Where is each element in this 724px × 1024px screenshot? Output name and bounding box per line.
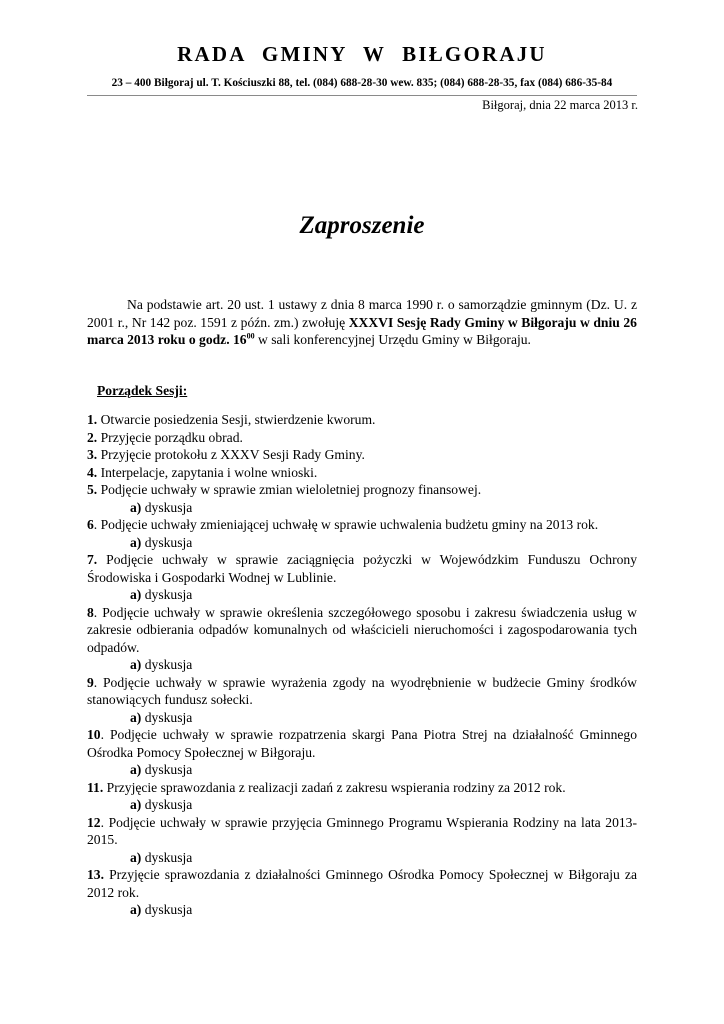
agenda-item-number: 11.: [87, 779, 104, 795]
sub-item-text: dyskusja: [141, 657, 193, 672]
sub-item-letter: a): [130, 499, 142, 515]
agenda-sub-item: [87, 901, 637, 919]
agenda-item-number: 3.: [87, 447, 98, 462]
agenda-sub-item: [87, 656, 637, 674]
agenda-item-text: Interpelacje, zapytania i wolne wnioski.: [97, 464, 318, 480]
agenda-item-text: . Podjęcie uchwały w sprawie wyrażenia zgody na wyodrębnienie w budżecie Gminy środków stanowiących fundusz sołecki.: [87, 674, 637, 707]
sub-item-text: dyskusja: [141, 849, 193, 865]
agenda-item: [87, 604, 637, 674]
agenda-item: [87, 411, 637, 429]
agenda-item: [87, 814, 637, 867]
agenda-item-number: 8: [87, 604, 94, 620]
agenda-item-number: 13.: [87, 867, 104, 882]
header-divider: [87, 95, 637, 96]
agenda-item-text: . Podjęcie uchwały zmieniającej uchwałę w sprawie uchwalenia budżetu gminy na 2013 rok.: [93, 517, 599, 532]
agenda-item: [87, 464, 637, 482]
sub-item-letter: a): [130, 709, 142, 725]
agenda-item: [87, 481, 637, 516]
agenda-item-number: 12: [87, 814, 101, 830]
agenda-sub-item: [87, 586, 637, 604]
sub-item-letter: a): [130, 657, 142, 672]
sub-item-letter: a): [130, 849, 142, 865]
document-date: Biłgoraj, dnia 22 marca 2013 r.: [482, 98, 638, 112]
agenda-heading: Porządek Sesji:: [97, 383, 188, 398]
sub-item-letter: a): [130, 587, 142, 602]
agenda-item: [87, 551, 637, 604]
agenda-item: [87, 866, 637, 919]
sub-item-letter: a): [130, 534, 142, 550]
agenda-sub-item: [87, 796, 637, 814]
intro-session-text: XXXVI Sesję Rady Gminy w Biłgoraju w dniu 26 marca 2013 roku o godz. 16: [87, 314, 637, 347]
agenda-item-text: Przyjęcie sprawozdania z działalności Gminnego Ośrodka Pomocy Społecznej w Biłgoraju za 2012 rok.: [87, 867, 637, 900]
agenda-item-number: 9: [87, 674, 94, 690]
organization-address: 23 – 400 Biłgoraj ul. T. Kościuszki 88, tel. (084) 688-28-30 wew. 835; (084) 688-28-35, fax (084) 686-35-84: [111, 77, 613, 89]
agenda-item: [87, 446, 637, 464]
intro-time-minutes: 00: [246, 331, 255, 341]
agenda-item-text: . Podjęcie uchwały w sprawie przyjęcia Gminnego Programu Wspierania Rodziny na lata 2013-2015.: [87, 814, 637, 847]
agenda-item-text: Przyjęcie porządku obrad.: [97, 429, 243, 445]
sub-item-letter: a): [130, 762, 142, 777]
agenda-item-number: 2.: [87, 429, 98, 445]
agenda-item: [87, 674, 637, 727]
agenda-item-number: 5.: [87, 482, 98, 497]
agenda-sub-item: [87, 761, 637, 779]
agenda-item-text: . Podjęcie uchwały w sprawie rozpatrzenia skargi Pana Piotra Strej na działalność Gminnego Ośrodka Pomocy Społecznej w Biłgoraju.: [87, 727, 637, 760]
agenda-item-number: 1.: [87, 412, 98, 427]
agenda-item-number: 7.: [87, 552, 98, 567]
sub-item-letter: a): [130, 797, 142, 812]
agenda-list: [87, 411, 637, 919]
intro-text-part1: Na podstawie art. 20 ust. 1 ustawy z dnia 8 marca 1990 r. o samorządzie gminnym (Dz. U. z 2001 r., Nr 142 poz. 1591 z późn. zm.) zwołuję: [87, 297, 637, 330]
organization-name: RADA GMINY W BIŁGORAJU: [177, 42, 547, 66]
intro-paragraph: [87, 296, 637, 349]
sub-item-text: dyskusja: [141, 709, 193, 725]
agenda-sub-item: [87, 709, 637, 727]
agenda-item: [87, 726, 637, 779]
document-title: Zaproszenie: [299, 212, 425, 239]
agenda-item-text: . Podjęcie uchwały w sprawie określenia szczegółowego sposobu i zakresu świadczenia usług w zakresie odbierania odpadów komunalnych od właścicieli nieruchomości i zagospodarowania tych odpadów.: [87, 604, 637, 655]
agenda-sub-item: [87, 499, 637, 517]
agenda-item-text: Przyjęcie protokołu z XXXV Sesji Rady Gminy.: [97, 447, 365, 462]
sub-item-text: dyskusja: [141, 534, 193, 550]
agenda-sub-item: [87, 849, 637, 867]
agenda-item-text: Podjęcie uchwały w sprawie zaciągnięcia pożyczki w Wojewódzkim Funduszu Ochrony Środowiska i Gospodarki Wodnej w Lublinie.: [87, 552, 637, 585]
agenda-sub-item: [87, 534, 637, 552]
agenda-item-text: Otwarcie posiedzenia Sesji, stwierdzenie kworum.: [97, 412, 376, 427]
agenda-item: [87, 429, 637, 447]
agenda-item-number: 6: [87, 517, 94, 532]
agenda-item-number: 4.: [87, 464, 98, 480]
agenda-item: [87, 779, 637, 814]
sub-item-letter: a): [130, 902, 142, 917]
agenda-item: [87, 516, 637, 551]
sub-item-text: dyskusja: [141, 587, 193, 602]
sub-item-text: dyskusja: [141, 797, 193, 812]
sub-item-text: dyskusja: [141, 762, 193, 777]
agenda-item-text: Podjęcie uchwały w sprawie zmian wieloletniej prognozy finansowej.: [97, 482, 482, 497]
agenda-item-text: Przyjęcie sprawozdania z realizacji zadań z zakresu wspierania rodziny za 2012 rok.: [103, 779, 566, 795]
intro-text-part2: w sali konferencyjnej Urzędu Gminy w Biłgoraju.: [254, 332, 531, 347]
sub-item-text: dyskusja: [141, 902, 193, 917]
sub-item-text: dyskusja: [141, 499, 193, 515]
agenda-item-number: 10: [87, 727, 101, 742]
